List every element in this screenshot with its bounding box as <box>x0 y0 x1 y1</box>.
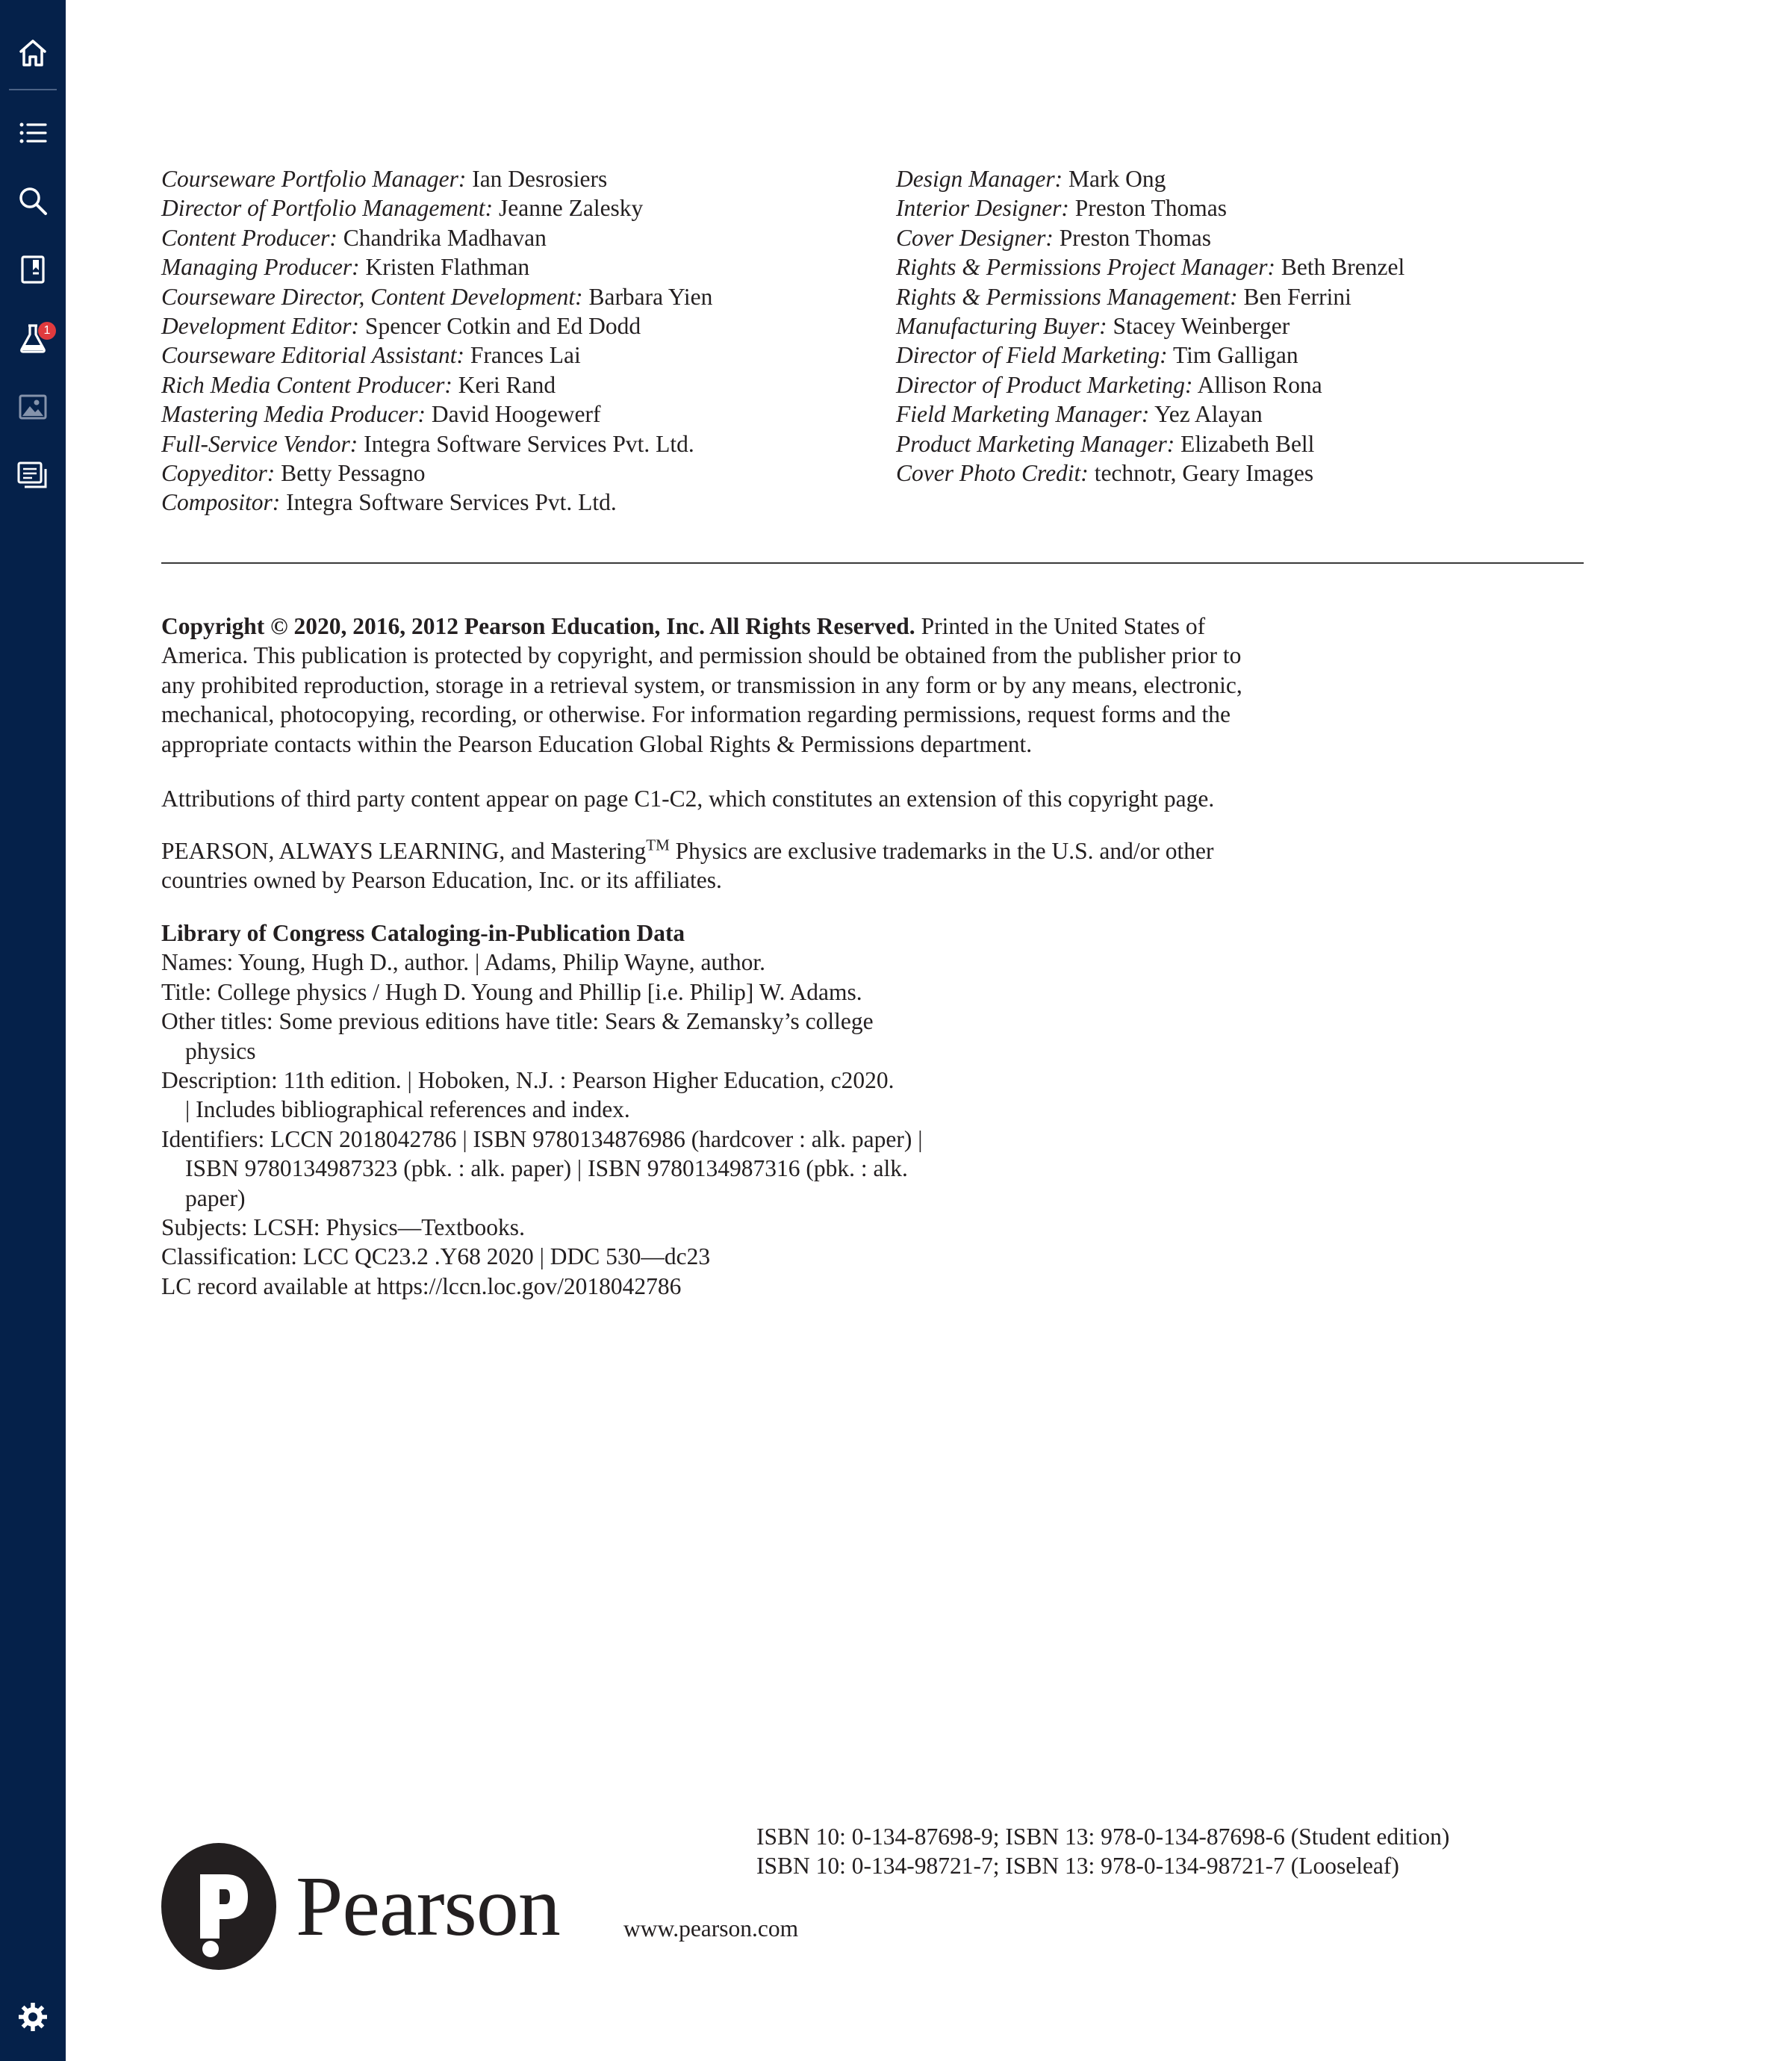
cip-block <box>161 918 1281 1301</box>
cip-line: paper) <box>185 1184 246 1211</box>
notes-icon <box>14 457 52 494</box>
settings-button[interactable] <box>0 1987 66 2047</box>
credit-line: Rich Media Content Producer: Keri Rand <box>161 371 556 398</box>
page-bookmark-icon <box>14 251 52 288</box>
list-icon <box>14 114 52 152</box>
cip-line: Title: College physics / Hugh D. Young and Phillip [i.e. Philip] W. Adams. <box>161 978 862 1005</box>
cip-line: Subjects: LCSH: Physics—Textbooks. <box>161 1214 525 1241</box>
isbn-line: ISBN 10: 0-134-98721-7; ISBN 13: 978-0-134-98721-7 (Looseleaf) <box>756 1853 1399 1880</box>
credit-line: Field Marketing Manager: Yez Alayan <box>896 401 1263 428</box>
credit-line: Courseware Portfolio Manager: Ian Desrosiers <box>161 166 608 192</box>
cip-line: Names: Young, Hugh D., author. | Adams, Philip Wayne, author. <box>161 949 766 976</box>
credit-line: Director of Field Marketing: Tim Galligan <box>896 342 1298 369</box>
pearson-logo <box>161 1843 560 1970</box>
credit-line: Managing Producer: Kristen Flathman <box>161 254 530 281</box>
credit-line: Manufacturing Buyer: Stacey Weinberger <box>896 313 1290 340</box>
cip-line: Classification: LCC QC23.2 .Y68 2020 | DDC 530—dc23 <box>161 1243 711 1270</box>
search-icon <box>14 182 52 220</box>
cip-line: LC record available at https://lccn.loc.gov/2018042786 <box>161 1272 682 1299</box>
sidebar <box>0 0 66 2061</box>
divider-rule <box>161 562 1584 564</box>
credit-line: Product Marketing Manager: Elizabeth Bell <box>896 430 1315 457</box>
notes-button[interactable] <box>0 446 66 506</box>
cip-line: Identifiers: LCCN 2018042786 | ISBN 9780134876986 (hardcover : alk. paper) | <box>161 1125 923 1152</box>
cip-line: physics <box>185 1037 256 1064</box>
cip-line: Other titles: Some previous editions have title: Sears & Zemansky’s college <box>161 1008 874 1035</box>
home-icon <box>14 34 52 72</box>
credit-line: Courseware Editorial Assistant: Frances Lai <box>161 342 581 369</box>
copyright-paragraph: Copyright © 2020, 2016, 2012 Pearson Education, Inc. All Rights Reserved. Printed in the United States of America. This publication is protected by copyright, and permission should be obtained from the publisher prior to any prohibited reproduction, storage in a retrieval system, or transmission in any form or by any means, electronic, mechanical, photocopying, recording, or otherwise. For information regarding permissions, request forms and the appropriate contacts within the Pearson Education Global Rights & Permissions department. <box>161 613 1242 757</box>
publisher-url: www.pearson.com <box>623 1915 799 1942</box>
credit-line: Rights & Permissions Project Manager: Beth Brenzel <box>896 254 1405 281</box>
cip-line: Description: 11th edition. | Hoboken, N.J. : Pearson Higher Education, c2020. <box>161 1067 895 1094</box>
credit-line: Design Manager: Mark Ong <box>896 166 1166 192</box>
attributions-paragraph: Attributions of third party content appear on page C1-C2, which constitutes an extension of this copyright page. <box>161 786 1215 812</box>
credits-right-column <box>896 164 1404 488</box>
credit-line: Mastering Media Producer: David Hoogewerf <box>161 401 601 428</box>
cip-line: ISBN 9780134987323 (pbk. : alk. paper) | ISBN 9780134987316 (pbk. : alk. <box>185 1155 908 1182</box>
credit-line: Courseware Director, Content Development: Barbara Yien <box>161 283 713 310</box>
sidebar-divider <box>9 89 57 90</box>
credit-line: Compositor: Integra Software Services Pvt. Ltd. <box>161 489 617 516</box>
isbn-line: ISBN 10: 0-134-87698-9; ISBN 13: 978-0-134-87698-6 (Student edition) <box>756 1824 1450 1850</box>
isbn-block <box>756 1822 1449 1881</box>
search-button[interactable] <box>0 171 66 231</box>
credit-line: Rights & Permissions Management: Ben Ferrini <box>896 283 1351 310</box>
cip-line: | Includes bibliographical references and index. <box>185 1096 630 1123</box>
credit-line: Development Editor: Spencer Cotkin and Ed Dodd <box>161 313 641 340</box>
credit-line: Interior Designer: Preston Thomas <box>896 195 1228 222</box>
credit-line: Content Producer: Chandrika Madhavan <box>161 224 547 251</box>
credits-left-column <box>161 164 712 517</box>
credit-line: Director of Product Marketing: Allison Rona <box>896 371 1322 398</box>
credit-line: Cover Photo Credit: technotr, Geary Images <box>896 460 1314 487</box>
home-button[interactable] <box>0 23 66 83</box>
notification-badge: 1 <box>38 322 56 340</box>
pearson-p-icon <box>161 1843 276 1970</box>
images-button[interactable] <box>0 377 66 437</box>
image-icon <box>14 388 52 426</box>
bookmark-button[interactable] <box>0 240 66 299</box>
trademark-paragraph: PEARSON, ALWAYS LEARNING, and Mastering™ Physics are exclusive trademarks in the U.S. and/or other countries owned by Pearson Education, Inc. or its affiliates. <box>161 836 1214 894</box>
pearson-wordmark: Pearson <box>296 1859 560 1953</box>
credit-line: Full-Service Vendor: Integra Software Services Pvt. Ltd. <box>161 430 694 457</box>
credit-line: Cover Designer: Preston Thomas <box>896 224 1211 251</box>
contents-button[interactable] <box>0 103 66 163</box>
credit-line: Copyeditor: Betty Pessagno <box>161 460 426 487</box>
credit-line: Director of Portfolio Management: Jeanne Zalesky <box>161 195 644 222</box>
labs-button[interactable] <box>0 308 66 368</box>
gear-icon <box>14 1998 52 2036</box>
cip-heading: Library of Congress Cataloging-in-Publication Data <box>161 920 685 946</box>
